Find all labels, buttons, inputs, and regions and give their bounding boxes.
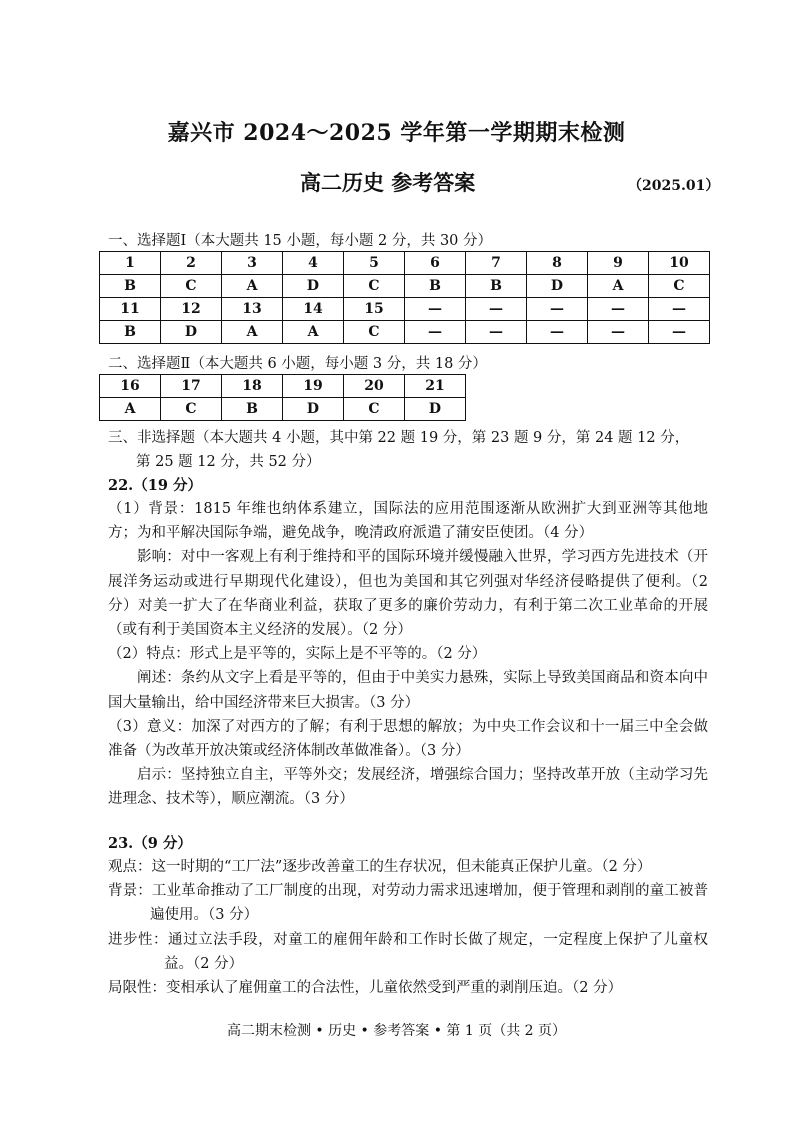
- table-row: [100, 375, 466, 398]
- table-row: [100, 321, 710, 344]
- section3-heading-line1: 三、非选择题（本大题共 4 小题，其中第 22 题 19 分，第 23 题 9 分，第 24 题 12 分，: [108, 430, 690, 446]
- table-row: [100, 298, 710, 321]
- answer-cell: A: [222, 275, 283, 298]
- question-number-cell: 19: [283, 375, 344, 398]
- answer-cell: C: [344, 321, 405, 344]
- question-number-cell: 14: [283, 298, 344, 321]
- section1-answer-table: [99, 251, 710, 344]
- q22-part1-impact: 影响：对中一客观上有利于维持和平的国际环境并缓慢融入世界，学习西方先进技术（开展洋务运动或进行早期现代化建设），但也为美国和其它列强对华经济侵略提供了便利。（2 分）对美一扩大了在华商业利益，获取了更多的廉价劳动力，有利于第二次工业革命的开展（或有利于美国资本主义经济的发展）。（2 分）: [108, 549, 708, 639]
- question-number-cell: 1: [100, 252, 161, 275]
- answer-cell: C: [344, 275, 405, 298]
- question-number-cell: —: [649, 298, 710, 321]
- answer-cell: C: [161, 398, 222, 421]
- question-number-cell: 7: [466, 252, 527, 275]
- table-row: [100, 252, 710, 275]
- document-title: 嘉兴市 2024～2025 学年第一学期期末检测: [167, 120, 626, 146]
- answer-cell: C: [649, 275, 710, 298]
- document-subtitle: 高二历史 参考答案: [300, 170, 476, 195]
- answer-cell: —: [466, 321, 527, 344]
- answer-cell: B: [222, 398, 283, 421]
- question-22-number: 22.（19 分）: [108, 477, 202, 494]
- q22-part3-significance: （3）意义：加深了对西方的了解；有利于思想的解放；为中央工作会议和十一届三中全会做准备（为改革开放决策或经济体制改革做准备）。（3 分）: [108, 718, 708, 760]
- question-number-cell: 5: [344, 252, 405, 275]
- section2-heading: 二、选择题Ⅱ（本大题共 6 小题，每小题 3 分，共 18 分）: [108, 356, 487, 372]
- answer-cell: A: [588, 275, 649, 298]
- section2-answer-table: [99, 374, 466, 421]
- question-number-cell: 17: [161, 375, 222, 398]
- q23-limitation: 局限性：变相承认了雇佣童工的合法性，儿童依然受到严重的剥削压迫。（2 分）: [108, 980, 623, 997]
- question-number-cell: 18: [222, 375, 283, 398]
- answer-cell: —: [527, 321, 588, 344]
- question-number-cell: 10: [649, 252, 710, 275]
- question-number-cell: 2: [161, 252, 222, 275]
- answer-cell: D: [161, 321, 222, 344]
- answer-cell: C: [161, 275, 222, 298]
- question-23-number: 23.（9 分）: [108, 835, 192, 852]
- q23-progress: 进步性：通过立法手段，对童工的雇佣年龄和工作时长做了规定，一定程度上保护了儿童权益。（2 分）: [108, 931, 708, 972]
- answer-cell: A: [222, 321, 283, 344]
- answer-cell: B: [405, 275, 466, 298]
- answer-cell: B: [100, 275, 161, 298]
- answer-cell: B: [466, 275, 527, 298]
- q22-part2-feature: （2）特点：形式上是平等的，实际上是不平等的。（2 分）: [108, 646, 487, 663]
- question-number-cell: 8: [527, 252, 588, 275]
- question-number-cell: —: [588, 298, 649, 321]
- answer-cell: D: [283, 398, 344, 421]
- question-number-cell: 13: [222, 298, 283, 321]
- answer-cell: B: [100, 321, 161, 344]
- question-number-cell: —: [405, 298, 466, 321]
- answer-cell: —: [405, 321, 466, 344]
- question-22-answer: [108, 497, 708, 812]
- answer-cell: A: [283, 321, 344, 344]
- answer-cell: D: [405, 398, 466, 421]
- answer-cell: A: [100, 398, 161, 421]
- question-number-cell: 11: [100, 298, 161, 321]
- q22-part1-background: （1）背景：1815 年维也纳体系建立，国际法的应用范围逐渐从欧洲扩大到亚洲等其他地方；为和平解决国际争端，避免战争，晚清政府派遣了蒲安臣使团。（4 分）: [108, 501, 708, 542]
- q22-part3-insight: 启示：坚持独立自主，平等外交；发展经济，增强综合国力；坚持改革开放（主动学习先进理念、技术等），顺应潮流。（3 分）: [108, 767, 708, 808]
- table-row: [100, 275, 710, 298]
- question-number-cell: 20: [344, 375, 405, 398]
- question-number-cell: 16: [100, 375, 161, 398]
- question-number-cell: —: [466, 298, 527, 321]
- answer-cell: D: [283, 275, 344, 298]
- question-23-answer: [108, 855, 708, 1000]
- answer-cell: —: [588, 321, 649, 344]
- q23-viewpoint: 观点：这一时期的“工厂法”逐步改善童工的生存状况，但未能真正保护儿童。（2 分）: [108, 859, 652, 875]
- question-number-cell: 21: [405, 375, 466, 398]
- question-number-cell: —: [527, 298, 588, 321]
- q22-part2-explanation: 阐述：条约从文字上看是平等的，但由于中美实力悬殊，实际上导致美国商品和资本向中国大量输出，给中国经济带来巨大损害。（3 分）: [108, 670, 708, 711]
- question-number-cell: 4: [283, 252, 344, 275]
- answer-cell: —: [649, 321, 710, 344]
- table-row: [100, 398, 466, 421]
- page-footer: 高二期末检测 • 历史 • 参考答案 • 第 1 页（共 2 页）: [226, 1023, 567, 1039]
- section1-heading: 一、选择题Ⅰ（本大题共 15 小题，每小题 2 分，共 30 分）: [108, 233, 493, 249]
- question-number-cell: 6: [405, 252, 466, 275]
- section3-heading-line2: 第 25 题 12 分，共 52 分）: [136, 454, 321, 470]
- question-number-cell: 3: [222, 252, 283, 275]
- answer-cell: C: [344, 398, 405, 421]
- answer-cell: D: [527, 275, 588, 298]
- question-number-cell: 12: [161, 298, 222, 321]
- question-number-cell: 9: [588, 252, 649, 275]
- question-number-cell: 15: [344, 298, 405, 321]
- q23-background: 背景：工业革命推动了工厂制度的出现，对劳动力需求迅速增加，便于管理和剥削的童工被普遍使用。（3 分）: [108, 883, 708, 924]
- document-date: （2025.01）: [628, 178, 720, 194]
